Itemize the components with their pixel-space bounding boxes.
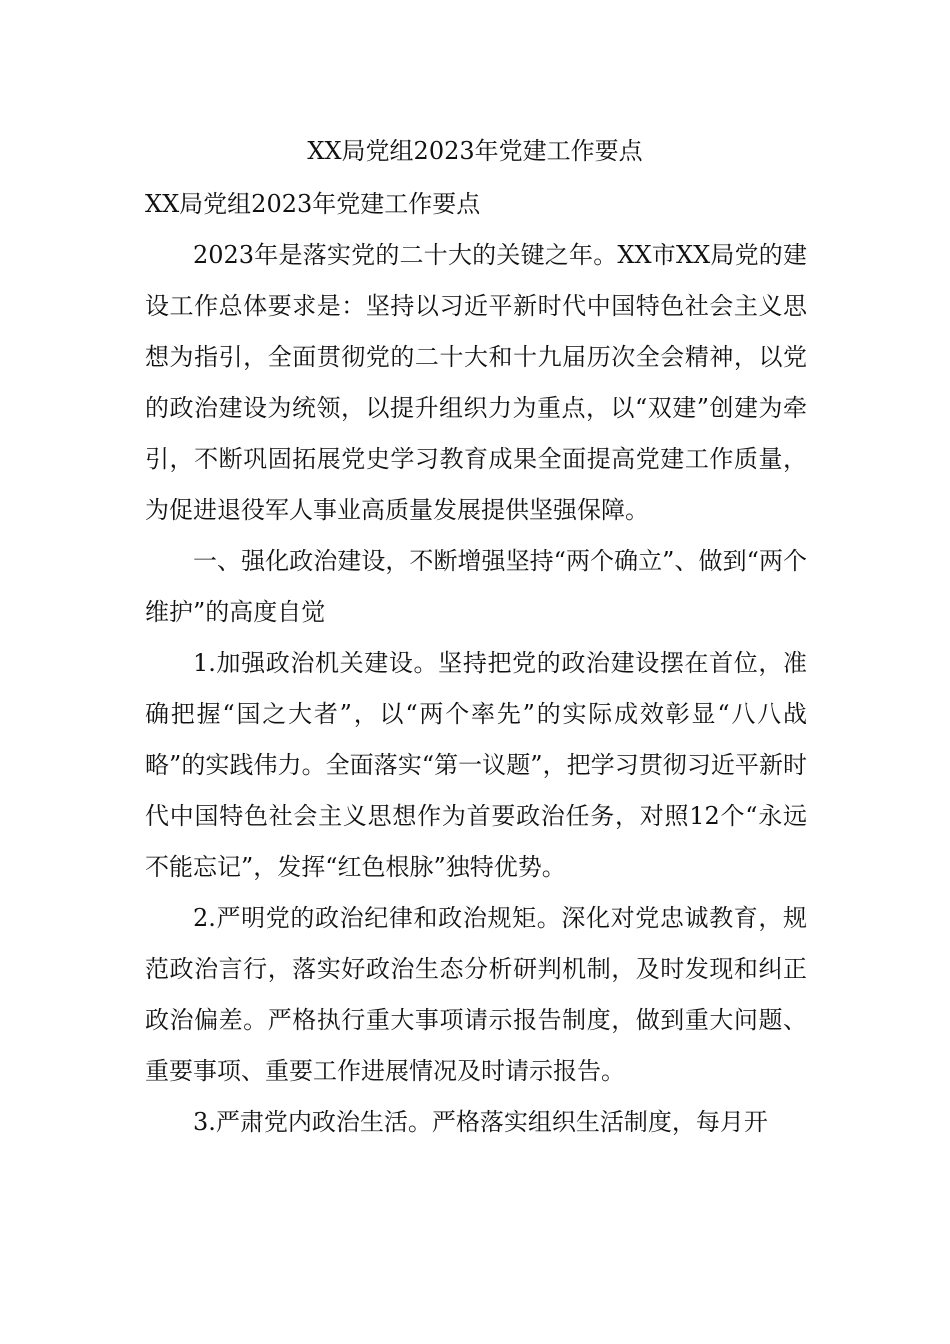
section-heading-1: 一、强化政治建设，不断增强坚持“两个确立”、做到“两个维护”的高度自觉 bbox=[145, 547, 807, 626]
paragraph-item-1: 1.加强政治机关建设。坚持把党的政治建设摆在首位，准确把握“国之大者”，以“两个率先”的实际成效彰显“八八战略”的实践伟力。全面落实“第一议题”，把学习贯彻习近平新时代中国特色社会主义思想作为首要政治任务，对照12个“永远不能忘记”，发挥“红色根脉”独特优势。 bbox=[145, 649, 807, 881]
document-body bbox=[145, 179, 807, 1148]
paragraph-item-2: 2.严明党的政治纪律和政治规矩。深化对党忠诚教育，规范政治言行，落实好政治生态分析研判机制，及时发现和纠正政治偏差。严格执行重大事项请示报告制度，做到重大问题、重要事项、重要工作进展情况及时请示报告。 bbox=[145, 904, 807, 1085]
document-title: XX局党组2023年党建工作要点 bbox=[307, 137, 643, 165]
intro-paragraph: 2023年是落实党的二十大的关键之年。XX市XX局党的建设工作总体要求是：坚持以习近平新时代中国特色社会主义思想为指引，全面贯彻党的二十大和十九届历次全会精神，以党的政治建设为统领，以提升组织力为重点，以“双建”创建为牵引，不断巩固拓展党史学习教育成果全面提高党建工作质量，为促进退役军人事业高质量发展提供坚强保障。 bbox=[145, 241, 807, 524]
paragraph-item-3: 3.严肃党内政治生活。严格落实组织生活制度，每月开 bbox=[193, 1108, 768, 1136]
document-subtitle: XX局党组2023年党建工作要点 bbox=[145, 190, 481, 218]
